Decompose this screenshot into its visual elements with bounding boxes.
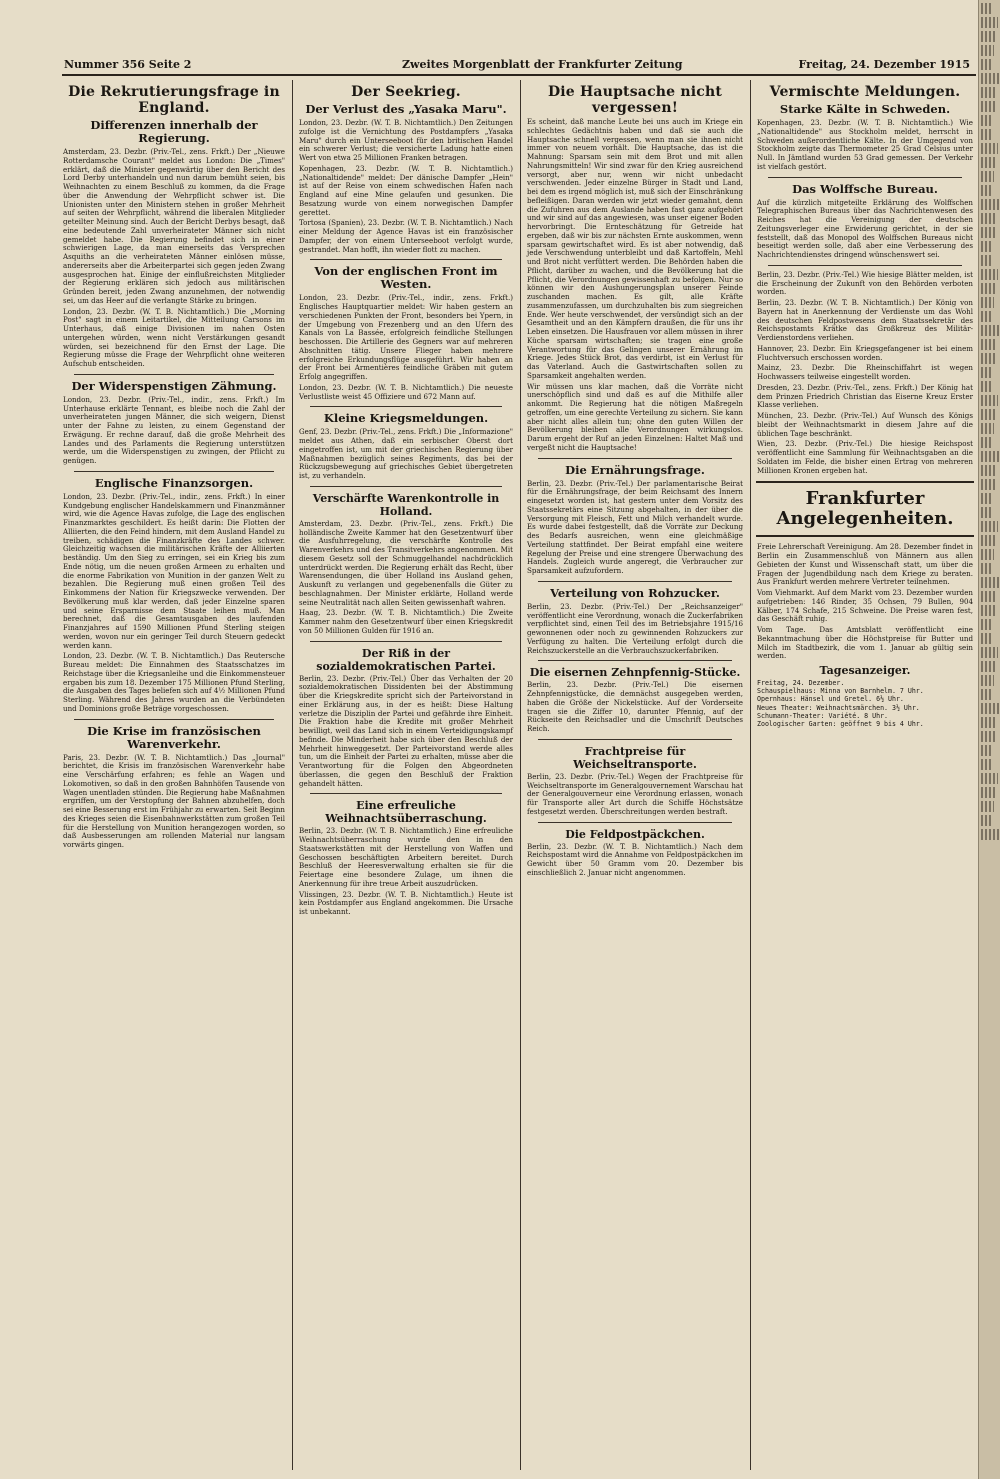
gutter-text-line	[981, 535, 996, 546]
divider	[768, 177, 962, 178]
article-paragraph: Kopenhagen, 23. Dezbr. (W. T. B. Nichtamtlich.) Wie „Nationaltidende" aus Stockholm meldet, herrscht in Schweden außerordentliche Kälte. In der Umgegend von Stockholm zeigte das Thermometer 25 Grad Celsius unter Null. In Jämtland wurden 53 Grad gemessen. Der Verkehr ist vielfach gestört.	[757, 118, 973, 171]
gutter-text-line	[981, 661, 996, 672]
news-brief: München, 23. Dezbr. (Priv.-Tel.) Auf Wunsch des Königs bleibt der Weihnachtsmarkt in diesem Jahre auf die üblichen Tage beschränkt.	[757, 411, 973, 438]
gutter-text-line	[981, 591, 997, 602]
article-subheadline: Der Verlust des „Yasaka Maru".	[305, 102, 507, 116]
gutter-text-line	[981, 647, 998, 658]
column-1	[62, 80, 286, 1472]
article-paragraph: London, 23. Dezbr. (Priv.-Tel., indir., zens. Frkft.) In einer Kundgebung englischer Handelskammern und Finanzmänner wird, wie die Agence Havas zufolge, die Lage des englischen Finanzmarktes geschildert. Es heißt darin: Die Flotten der Alliierten, die den Feind hindern, mit dem Ausland Handel zu treiben, schädigen die Finanzkräfte des Landes schwer. Gleichzeitig wachsen die militärischen Kräfte der Alliierten beständig. Um den Sieg zu erringen, sei ein Krieg bis zum Ende nötig, um die neuen großen Armeen zu erhalten und die enorme Fabrikation von Munition in der ganzen Welt zu bezahlen. Die Regierung muß einen großen Teil des Einkommens der Nation für Kriegszwecke verwenden. Der Bevölkerung muß klar werden, daß jeder Einzelne sparen und seine Ersparnisse dem Staate leihen muß. Man berechnet, daß die Gesamtausgaben des laufenden Finanzjahres auf 1590 Millionen Pfund Sterling steigen werden, wovon nur ein geringer Teil durch Steuern gedeckt werden kann.	[63, 491, 285, 650]
article-paragraph: London, 23. Dezbr. (Priv.-Tel., indir., zens. Frkft.) Im Unterhause erklärte Tennant, es bleibe noch die Zahl der unverheirateten jungen Männer, die sich weigern, Dienst unter der Fahne zu leisten, zu einem Gegenstand der Erwägung. Er rechne darauf, daß die große Mehrheit des Landes und des Parlaments die Regierung unterstützen werde, um die Widerspenstigen zu zwingen, der Pflicht zu genügen.	[63, 394, 285, 465]
article-paragraph: Berlin, 23. Dezbr. (Priv.-Tel.) Wegen der Frachtpreise für Weichseltransporte im Generalgouvernement Warschau hat der Generalgouverneur eine Verordnung erlassen, wonach für Transporte aller Art durch die Schiffe Höchstsätze festgesetzt werden. Überschreitungen werden bestraft.	[527, 771, 743, 816]
issue-number: Nummer 356 Seite 2	[64, 58, 192, 71]
gutter-text-line	[981, 185, 992, 196]
gutter-text-line	[981, 451, 999, 462]
gutter-text-line	[981, 507, 991, 518]
gutter-text-line	[981, 745, 993, 756]
news-brief: Mainz, 23. Dezbr. Die Rheinschiffahrt ist wegen Hochwassers teilweise eingestellt worden.	[757, 363, 973, 381]
gutter-text-line	[981, 353, 995, 364]
article-paragraph: Haag, 23. Dezbr. (W. T. B. Nichtamtlich.) Die Zweite Kammer nahm den Gesetzentwurf über einen Kriegskredit von 50 Millionen Gulden für 1916 an.	[299, 608, 513, 635]
gutter-text-line	[981, 199, 999, 210]
gutter-text-line	[981, 45, 994, 56]
gutter-text-line	[981, 395, 998, 406]
divider	[538, 739, 732, 740]
gutter-text-line	[981, 717, 997, 728]
gutter-text-line	[981, 549, 994, 560]
divider	[310, 793, 502, 794]
article-subheadline: Starke Kälte in Schweden.	[779, 102, 951, 116]
news-brief: Berlin, 23. Dezbr. (Priv.-Tel.) Wie hiesige Blätter melden, ist die Erscheinung der Zukunft von den Behörden verboten worden.	[757, 269, 973, 297]
masthead	[62, 56, 976, 76]
article-paragraph: Amsterdam, 23. Dezbr. (Priv.-Tel., zens. Frkft.) Die holländische Zweite Kammer hat den Gesetzentwurf über die Ausfuhrregelung, die verschärfte Kontrolle des Warenverkehrs und des Transitverkehrs angenommen. Mit diesem Gesetz soll der Schmuggelhandel nachdrücklich unterdrückt werden. Die Regierung erhält das Recht, über Warensendungen, die über Holland ins Ausland gehen, Auskunft zu verlangen und gegebenenfalls die Güter zu beschlagnahmen. Der Minister erklärte, Holland werde seine Neutralität nach allen Seiten gewissenhaft wahren.	[299, 518, 513, 607]
column-2	[298, 80, 514, 1472]
gutter-text-line	[981, 563, 992, 574]
gutter-text-line	[981, 3, 991, 14]
article-headline: Verschärfte Warenkontrolle in Holland.	[312, 491, 500, 518]
article-paragraph: London, 23. Dezbr. (W. T. B. Nichtamtlich.) Die „Morning Post" sagt in einem Leitartikel, die Mitteilung Carsons im Unterhaus, daß einige Divisionen im nahen Osten untergehen würden, wenn nicht Verstärkungen gesandt würden, sei bezeichnend für den Ernst der Lage. Die Regierung müsse die Frage der Wehrpflicht ohne weiteren Aufschub entscheiden.	[63, 306, 285, 368]
adjacent-page-edge	[978, 0, 1000, 1479]
article-paragraph: London, 23. Dezbr. (W. T. B. Nichtamtlich.) Das Reutersche Bureau meldet: Die Einnahmen des Staatsschatzes im Reichstage über die Kriegsanleihe und die Einkommensteuer ergaben bis zum 18. Dezember 175 Millionen Pfund Sterling, die Ausgaben des Tages beliefen sich auf 4½ Millionen Pfund Sterling. Während des Jahres wurden an die Verbündeten und Dominions große Beträge vorgeschossen.	[63, 651, 285, 713]
divider	[538, 660, 732, 661]
divider	[538, 581, 732, 582]
section-divider	[756, 481, 974, 483]
gutter-text-line	[981, 115, 993, 126]
gutter-text-line	[981, 213, 997, 224]
article-headline: Der Riß in der sozialdemokratischen Partei.	[316, 646, 496, 673]
gutter-text-line	[981, 423, 994, 434]
gutter-text-line	[981, 87, 997, 98]
gutter-text-line	[981, 773, 998, 784]
news-brief: Wien, 23. Dezbr. (Priv.-Tel.) Die hiesige Reichspost veröffentlicht eine Sammlung für Weihnachtsgaben an die Soldaten im Felde, die bisher einen Ertrag von mehreren Millionen Kronen ergeben hat.	[757, 439, 973, 475]
article-paragraph: Berlin, 23. Dezbr. (W. T. B. Nichtamtlich.) Eine erfreuliche Weihnachtsüberraschung wurde den in den Staatswerkstätten mit der Herstellung von Waffen und Geschossen beschäftigten Arbeitern bereitet. Durch Beschluß der Heeresverwaltung erhalten sie für die Feiertage eine besondere Zulage, um ihnen die Anerkennung für ihre treue Arbeit auszudrücken.	[299, 826, 513, 888]
gutter-text-line	[981, 311, 992, 322]
local-news-paragraph: Freie Lehrerschaft Vereinigung. Am 28. Dezember findet in Berlin ein Zusammenschluß von Männern aus allen Gebieten der Kunst und Wissenschaft statt, um über die Fragen der Jugendbildung nach dem Kriege zu beraten. Aus Frankfurt werden mehrere Vertreter teilnehmen.	[757, 542, 973, 587]
gutter-text-line	[981, 829, 999, 840]
article-headline: Die Hauptsache nicht vergessen!	[547, 84, 723, 116]
gutter-text-line	[981, 731, 995, 742]
divider	[768, 265, 962, 266]
article-headline: Kleine Kriegsmeldungen.	[323, 411, 489, 426]
gutter-text-line	[981, 759, 991, 770]
gutter-text-line	[981, 619, 993, 630]
gutter-text-line	[981, 227, 995, 238]
article-paragraph: Berlin, 23. Dezbr. (Priv.-Tel.) Die eisernen Zehnpfennigstücke, die demnächst ausgegeben werden, haben die Größe der Nickelstücke. Auf der Vorderseite tragen sie die Ziffer 10, darunter Pfennig, auf der Rückseite den Reichsadler und die Umschrift Deutsches Reich.	[527, 680, 743, 733]
divider	[74, 471, 274, 472]
gutter-text-line	[981, 479, 995, 490]
gutter-text-line	[981, 241, 993, 252]
listings-title: Tagesanzeiger.	[819, 664, 911, 677]
article-paragraph: Tortosa (Spanien), 23. Dezbr. (W. T. B. Nichtamtlich.) Nach einer Meldung der Agence Havas ist ein französischer Dampfer, der von einem Unterseeboot verfolgt wurde, gestrandet. Man hofft, ihn wieder flott zu machen.	[299, 218, 513, 254]
gutter-text-line	[981, 465, 997, 476]
local-news-paragraph: Vom Tage. Das Amtsblatt veröffentlicht eine Bekanntmachung über die Höchstpreise für Butter und Milch im Stadtbezirk, die vom 1. Januar ab gültig sein werden.	[757, 625, 973, 661]
article-headline: Die Krise im französischen Warenverkehr.	[87, 723, 261, 751]
article-paragraph: London, 23. Dezbr. (W. T. B. Nichtamtlich.) Die neueste Verlustliste weist 45 Offiziere und 672 Mann auf.	[299, 382, 513, 401]
event-listings: Freitag, 24. Dezember. Schauspielhaus: Minna von Barnhelm. 7 Uhr. Opernhaus: Hänsel und Gretel. 6½ Uhr. Neues Theater: Weihnachtsmärchen. 3½ Uhr. Schumann-Theater: Variété. 8 Uhr. Zoologischer Garten: geöffnet 9 bis 4 Uhr.	[757, 679, 924, 729]
column-4	[756, 80, 974, 1472]
article-paragraph: London, 23. Dezbr. (W. T. B. Nichtamtlich.) Den Zeitungen zufolge ist die Vernichtung des Postdampfers „Yasaka Maru" durch ein Unterseeboot für den britischen Handel ein schwerer Verlust; die versicherte Ladung hatte einen Wert von etwa 25 Millionen Franken betragen.	[299, 118, 513, 162]
article-paragraph: Auf die kürzlich mitgeteilte Erklärung des Wolffschen Telegraphischen Bureaus über das Nachrichtenwesen des Reiches hat die Vereinigung der deutschen Zeitungsverleger eine Erwiderung gerichtet, in der sie feststellt, daß das Monopol des Wolffschen Bureaus nicht beseitigt werden solle, daß aber eine Verbesserung des Nachrichtendienstes dringend wünschenswert sei.	[757, 197, 973, 259]
article-headline: Englische Finanzsorgen.	[94, 475, 254, 490]
gutter-text-line	[981, 339, 997, 350]
gutter-text-line	[981, 787, 996, 798]
article-paragraph: Vlissingen, 23. Dezbr. (W. T. B. Nichtamtlich.) Heute ist kein Postdampfer aus England angekommen. Die Ursache ist unbekannt.	[299, 889, 513, 916]
article-paragraph: London, 23. Dezbr. (Priv.-Tel., indir., zens. Frkft.) Englisches Hauptquartier meldet: Wir haben gestern an verschiedenen Punkten der Front, besonders bei Ypern, in der Umgebung von Frezenberg und an den Ufern des Kanals von La Bassée, erfolgreich feindliche Stellungen beschossen. Die Artillerie des Gegners war auf mehreren Abschnitten tätig. Unsere Flieger haben mehrere erfolgreiche Erkundungsflüge ausgeführt. Wir haben an der Front bei Armentières feindliche Gräben mit gutem Erfolg angegriffen.	[299, 293, 513, 381]
gutter-text-line	[981, 521, 998, 532]
article-headline: Die Ernährungsfrage.	[565, 462, 705, 477]
article-paragraph: Genf, 23. Dezbr. (Priv.-Tel., zens. Frkft.) Die „Informazione" meldet aus Athen, daß ein serbischer Oberst dort eingetroffen ist, um mit der griechischen Regierung über Maßnahmen bezüglich seines Regiments, das bei der Rückzugsbewegung auf griechisches Gebiet übergetreten ist, zu verhandeln.	[299, 427, 513, 480]
article-headline: Von der englischen Front im Westen.	[314, 264, 498, 292]
article-paragraph: Berlin, 23. Dezbr. (Priv.-Tel.) Über das Verhalten der 20 sozialdemokratischen Dissidenten bei der Abstimmung über die Kriegskredite spricht sich der Parteivorstand in einer Erklärung aus, in der es heißt: Diese Haltung verletze die Disziplin der Partei und gefährde ihre Einheit. Die Fraktion habe die Kredite mit großer Mehrheit bewilligt, weil das Land sich in einem Verteidigungskampf befinde. Die Minderheit habe sich über den Beschluß der Mehrheit hinweggesetzt. Der Parteivorstand werde alles tun, um die Einheit der Partei zu erhalten, müsse aber die Verantwortung für die Folgen den Abgeordneten überlassen, die gegen den Beschluß der Fraktion gehandelt hätten.	[299, 673, 513, 788]
article-headline: Die eisernen Zehnpfennig-Stücke.	[529, 666, 741, 680]
gutter-text-line	[981, 437, 992, 448]
gutter-text-line	[981, 297, 994, 308]
issue-date: Freitag, 24. Dezember 1915	[798, 58, 970, 71]
gutter-text-line	[981, 801, 994, 812]
gutter-text-line	[981, 283, 996, 294]
gutter-text-line	[981, 409, 996, 420]
gutter-text-line	[981, 381, 991, 392]
column-3	[526, 80, 744, 1472]
news-brief: Berlin, 23. Dezbr. (W. T. B. Nichtamtlich.) Der König von Bayern hat in Anerkennung der Verdienste um das Wohl des deutschen Feldpostwesens dem Staatssekretär des Reichspostamts Krätke das Großkreuz des Militär-Verdienstordens verliehen.	[757, 298, 973, 342]
gutter-text-line	[981, 367, 993, 378]
gutter-text-line	[981, 17, 998, 28]
article-paragraph: Paris, 23. Dezbr. (W. T. B. Nichtamtlich.) Das „Journal" berichtet, die Krisis im französischen Warenverkehr habe eine Verschärfung erfahren; es fehle an Wagen und Lokomotiven, so daß in den großen Bahnhöfen Tausende von Wagen unentladen stünden. Die Regierung habe Maßnahmen ergriffen, um der Verstopfung der Bahnen abzuhelfen, doch sei eine Besserung erst im Frühjahr zu erwarten. Seit Beginn des Krieges seien die Eisenbahnwerkstätten zum großen Teil für die Herstellung von Munition herangezogen worden, so daß Ausbesserungen am rollenden Material nur langsam vorwärts gingen.	[63, 752, 285, 849]
gutter-text-line	[981, 31, 996, 42]
article-paragraph: Wir müssen uns klar machen, daß die Vorräte nicht unerschöpflich sind und daß es auf die Mithilfe aller ankommt. Die Regierung hat die nötigen Maßregeln getroffen, um eine gerechte Verteilung zu sichern. Sie kann aber nicht alles allein tun; ohne den guten Willen der Bevölkerung bleiben alle Verordnungen wirkungslos. Darum ergeht der Ruf an jeden Einzelnen: Haltet Maß und vergeßt nicht die Hauptsache!	[527, 381, 743, 452]
gutter-text-line	[981, 577, 999, 588]
column-rule	[750, 80, 751, 1470]
divider	[310, 259, 502, 260]
gutter-text-line	[981, 101, 995, 112]
gutter-text-line	[981, 157, 996, 168]
article-headline: Vermischte Meldungen.	[769, 84, 961, 100]
section-title: Frankfurter Angelegenheiten.	[776, 488, 954, 530]
gutter-text-line	[981, 325, 999, 336]
article-paragraph: Kopenhagen, 23. Dezbr. (W. T. B. Nichtamtlich.) „Nationaltidende" meldet: Der dänische Dampfer „Hein" ist auf der Reise von einem schwedischen Hafen nach England auf eine Mine gelaufen und gesunken. Die Besatzung wurde von einem norwegischen Dampfer gerettet.	[299, 163, 513, 217]
article-headline: Die Rekrutierungsfrage in England.	[68, 84, 280, 116]
news-brief: Hannover, 23. Dezbr. Ein Kriegsgefangener ist bei einem Fluchtversuch erschossen worden.	[757, 343, 973, 362]
column-rule	[520, 80, 521, 1470]
gutter-text-line	[981, 73, 999, 84]
divider	[538, 458, 732, 459]
column-rule	[292, 80, 293, 1470]
news-brief: Dresden, 23. Dezbr. (Priv.-Tel., zens. Frkft.) Der König hat dem Prinzen Friedrich Christian das Eiserne Kreuz Erster Klasse verliehen.	[757, 382, 973, 410]
article-headline: Eine erfreuliche Weihnachtsüberraschung.	[325, 799, 487, 826]
gutter-text-line	[981, 255, 991, 266]
article-subheadline: Differenzen innerhalb der Regierung.	[90, 118, 258, 145]
gutter-text-line	[981, 703, 999, 714]
gutter-text-line	[981, 171, 994, 182]
article-paragraph: Berlin, 23. Dezbr. (W. T. B. Nichtamtlich.) Nach dem Reichspostamt wird die Annahme von Feldpostpäckchen im Gewicht über 50 Gramm vom 20. Dezember bis einschließlich 2. Januar nicht angenommen.	[527, 841, 743, 877]
gutter-text-line	[981, 815, 992, 826]
article-headline: Der Seekrieg.	[351, 84, 461, 100]
article-headline: Frachtpreise für Weichseltransporte.	[573, 744, 697, 771]
article-headline: Verteilung von Rohzucker.	[550, 585, 720, 600]
gutter-text-line	[981, 493, 993, 504]
divider	[310, 641, 502, 642]
local-news-paragraph: Vom Viehmarkt. Auf dem Markt vom 23. Dezember wurden aufgetrieben: 146 Rinder, 35 Ochsen, 79 Bullen, 904 Kälber, 174 Schafe, 215 Schweine. Die Preise waren fest, das Geschäft ruhig.	[757, 588, 973, 624]
article-paragraph: Berlin, 23. Dezbr. (Priv.-Tel.) Der parlamentarische Beirat für die Ernährungsfrage, der beim Reichsamt des Innern eingesetzt worden ist, hat gestern unter dem Vorsitz des Staatssekretärs eine Sitzung abgehalten, in der über die Versorgung mit Fleisch, Fett und Milch verhandelt wurde. Es wurde dabei festgestellt, daß die Vorräte zur Deckung des Bedarfs ausreichen, wenn eine gleichmäßige Verteilung stattfindet. Der Beirat empfahl eine weitere Regelung der Preise und eine strengere Überwachung des Handels. Zugleich wurde angeregt, die Verbraucher zur Sparsamkeit aufzufordern.	[527, 478, 743, 575]
gutter-text-line	[981, 675, 994, 686]
newspaper-title: Zweites Morgenblatt der Frankfurter Zeitung	[402, 58, 683, 71]
divider	[74, 374, 274, 375]
gutter-text-line	[981, 633, 991, 644]
article-paragraph: Es scheint, daß manche Leute bei uns auch im Kriege ein schlechtes Gedächtnis haben und daß sie auch die Hauptsache schnell vergessen, wenn man sie ihnen nicht immer von neuem vorhält. Die Hauptsache, das ist die Mahnung: Sparsam sein mit dem Brot und mit allen Nahrungsmitteln! Wir sind zwar für den Krieg ausreichend versorgt, aber nur, wenn wir nicht unbedacht verschwenden. Jeder einzelne Bürger in Stadt und Land, bei dem es irgend möglich ist, muß sich der Einschränkung befleißigen. Daran werden wir jetzt wieder gemahnt, denn die Zufuhren aus dem Auslande haben fast ganz aufgehört und wir sind auf das angewiesen, was unser eigener Boden hervorbringt. Die Ernteschätzung für Getreide hat ergeben, daß wir bis zur nächsten Ernte auskommen, wenn sparsam gewirtschaftet wird. Es ist aber notwendig, daß jede Verschwendung unterbleibt und daß Kartoffeln, Mehl und Brot nicht verfüttert werden. Die Behörden haben die Pflicht, darüber zu wachen, und die Bevölkerung hat die Pflicht, die Verordnungen gewissenhaft zu befolgen. Nur so können wir den Aushungerungsplan unserer Feinde zuschanden machen. Es gilt, alle Kräfte zusammenzufassen, um durchzuhalten bis zum siegreichen Ende. Wer heute verschwendet, der versündigt sich an der Gesamtheit und an den Kämpfern draußen, die für uns ihr Leben einsetzen. Die Hausfrauen vor allem müssen in ihrer Küche sparsam wirtschaften; sie tragen eine große Verantwortung für das Gelingen unserer Ernährung im Kriege. Jedes Stück Brot, das verdirbt, ist ein Verlust für das Vaterland. Auch die Gastwirtschaften sollen zu Sparsamkeit angehalten werden.	[527, 117, 743, 380]
gutter-text-line	[981, 605, 995, 616]
article-headline: Die Feldpostpäckchen.	[565, 827, 705, 841]
divider	[74, 719, 274, 720]
divider	[538, 822, 732, 823]
article-headline: Der Widerspenstigen Zähmung.	[71, 378, 277, 393]
divider	[310, 406, 502, 407]
gutter-text-line	[981, 269, 998, 280]
gutter-text-line	[981, 59, 992, 70]
section-divider	[756, 535, 974, 537]
divider	[310, 486, 502, 487]
gutter-text-line	[981, 689, 992, 700]
gutter-text-line	[981, 129, 991, 140]
article-headline: Das Wolffsche Bureau.	[792, 181, 938, 196]
article-paragraph: Berlin, 23. Dezbr. (Priv.-Tel.) Der „Reichsanzeiger" veröffentlicht eine Verordnung, wonach die Zuckerfabriken verpflichtet sind, einen Teil des im Betriebsjahre 1915/16 gewonnenen oder noch zu gewinnenden Rohzuckers zur Verfügung zu halten. Die Verteilung erfolgt durch die Reichszuckerstelle an die Verbrauchszuckerfabriken.	[527, 601, 743, 655]
gutter-text-line	[981, 143, 998, 154]
article-paragraph: Amsterdam, 23. Dezbr. (Priv.-Tel., zens. Frkft.) Der „Nieuwe Rotterdamsche Courant" meldet aus London: Die „Times" erklärt, daß die Minister gegenwärtig über den Bericht des Lord Derby unterhandeln und nun darum bemüht seien, bis Weihnachten zu einem Beschluß zu kommen, da die Frage über die Anwendung der Wehrpflicht schwer ist. Die Unionisten unter den Ministern stehen in großer Mehrheit auf seiten der Wehrpflicht, während die liberalen Mitglieder geteilter Meinung sind. Auch der Bericht Derbys besagt, daß eine bedeutende Zahl unverheirateter Männer sich nicht gemeldet habe. Die Regierung befindet sich in einer schwierigen Lage, da man einerseits das Versprechen Asquiths an die verheirateten Männer einlösen müsse, andererseits aber die Arbeiterpartei sich gegen jeden Zwang ausgesprochen hat. Einige der einflußreichsten Mitglieder der Regierung erklären sich jedoch aus militärischen Gründen bereit, jeden Zwang anzunehmen, der notwendig sei, um das Heer auf die verlangte Stärke zu bringen.	[63, 147, 285, 305]
